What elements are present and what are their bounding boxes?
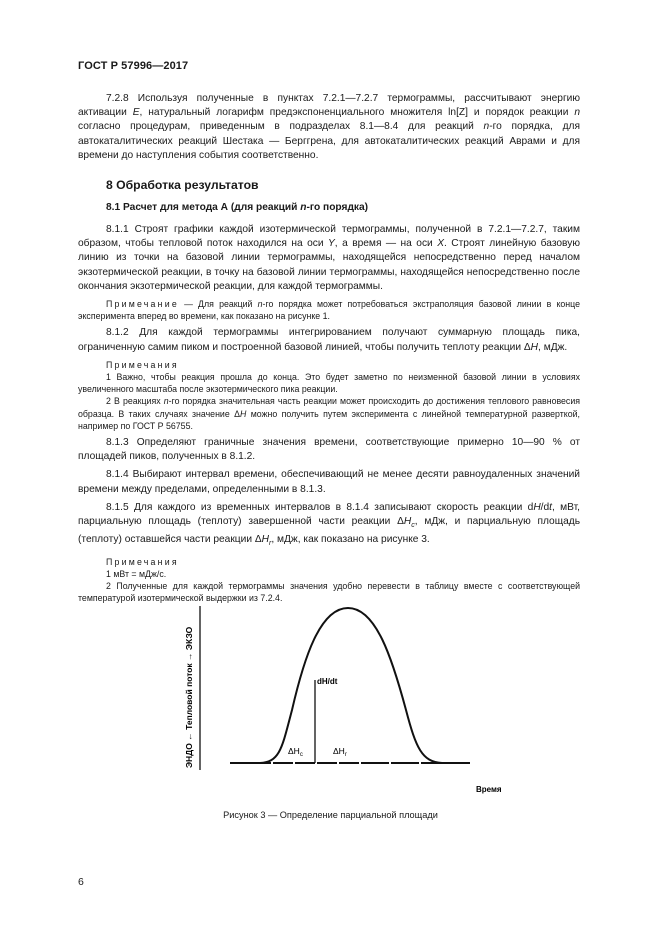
notes-8-1-2-label: Примечания (106, 359, 179, 370)
paragraph-8-1-5: 8.1.5 Для каждого из временных интервалов в 8.1.4 записывают скорость реакции dH/dt, мВт, парциальную площадь (теплоту) завершенной части реакции $\Delta H_c$, мДж, и парциальную площадь (теплоту) оставшейся части реакции $\Delta H_r$, мДж, как показано на рисунке 3. (78, 501, 580, 548)
y-axis-label: ЭНДО ← Тепловой поток → ЭКЗО (184, 626, 194, 768)
note-8-1-1: Примечание — Для реакций n-го порядка может потребоваться экстраполяция базовой линии в конце эксперимента вперед во времени, как показано на рисунке 1. (78, 299, 580, 322)
paragraph-7-2-8: 7.2.8 Используя полученные в пунктах 7.2.1—7.2.7 термограммы, рассчитывают энергию активации E, натуральный логарифм предэкспоненциального множителя ln[Z] и порядок реакции n согласно процедурам, приведенным в подразделах 8.1—8.4 для реакций n-го порядка, для автокаталитических реакций Шестака — Берггрена, для автокаталитических реакций Аврами и для времени до наступления события соответственно. (78, 93, 580, 161)
notes-8-1-5-label: Примечания (106, 556, 179, 567)
figure-caption: Рисунок 3 — Определение парциальной площади (223, 810, 438, 820)
section-8-heading: 8 Обработка результатов (106, 178, 259, 193)
paragraph-8-1-1: 8.1.1 Строят графики каждой изотермической термограммы, полученной в 7.2.1—7.2.7, таким образом, чтобы тепловой поток находился на оси Y, а время — на оси X. Строят линейную базовую линию из точки на базовой линии термограммы, находящейся непосредственно перед началом экзотермической реакции, в точку на базовой линии термограммы, находящейся непосредственно после окончания экзотермической реакции, для каждой термограммы. (78, 224, 580, 292)
document-body (78, 92, 580, 604)
thermogram-curve (260, 608, 442, 763)
page-number: 6 (78, 876, 84, 888)
note-8-1-5-item-1: 1 мВт = мДж/с. (106, 568, 167, 579)
paragraph-8-1-3: 8.1.3 Определяют граничные значения времени, соответствующие примерно 10—90 % от площадей пиков, полученных в 8.1.2. (78, 437, 580, 463)
x-axis-label: Время (476, 785, 502, 794)
note-8-1-2-item-1: 1 Важно, чтобы реакция прошла до конца. Это будет заметно по неизменной базовой линии в условиях увеличенного масштаба после экзотермического пика реакции. (78, 372, 580, 395)
document-header: ГОСТ Р 57996—2017 (78, 60, 189, 72)
subsection-8-1-heading: 8.1 Расчет для метода А (для реакций n-го порядка) (106, 202, 369, 214)
paragraph-8-1-4: 8.1.4 Выбирают интервал времени, обеспечивающий не менее десяти равноудаленных значений времени между пределами, определенными в 8.1.3. (78, 469, 580, 495)
note-8-1-2-item-2: 2 В реакциях n-го порядка значительная часть реакции может происходить до достижения теплового равновесия образца. В таких случаях значение ΔH можно получить путем эксперимента с линейной температурной разверткой, например по ГОСТ Р 56755. (78, 396, 580, 431)
figure-3 (170, 598, 510, 798)
note-8-1-5-item-2: 2 Полученные для каждой термограммы значения удобно перевести в таблицу вместе с соответствующей температурой изотермической выдержки из 7.2.4. (78, 580, 580, 604)
area-r-label: $\Delta H_r$ (333, 746, 347, 758)
dh-dt-label: dH/dt (317, 677, 338, 686)
paragraph-8-1-2: 8.1.2 Для каждой термограммы интегрированием получают суммарную площадь пика, ограниченную самим пиком и построенной базовой линией, чтобы получить теплоту реакции ΔH, мДж. (78, 327, 580, 353)
thermogram-diagram (170, 598, 510, 798)
area-c-label: $\Delta H_c$ (288, 746, 303, 758)
